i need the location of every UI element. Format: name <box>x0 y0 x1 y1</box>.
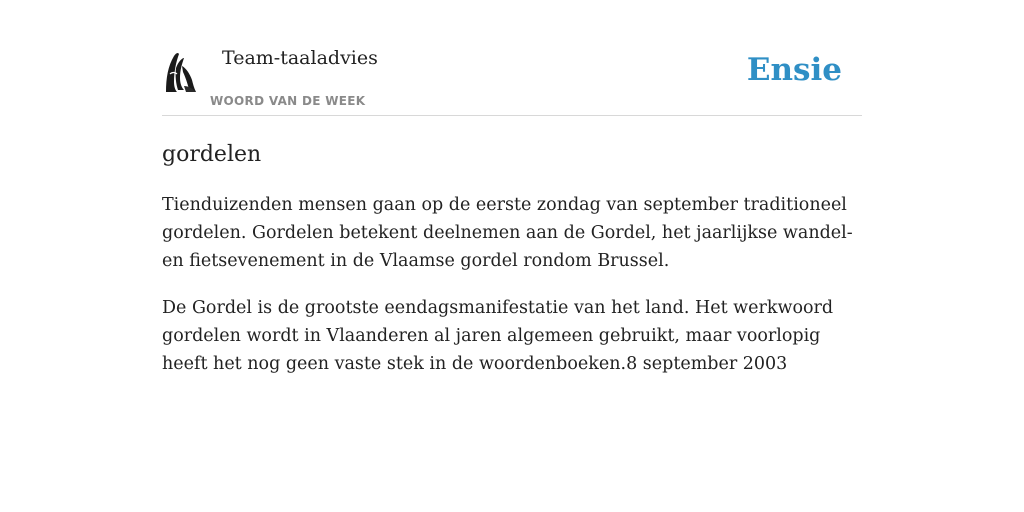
org-name: Team-taaladvies <box>222 47 378 69</box>
brand-logo-link[interactable]: Ensie <box>746 52 842 88</box>
paragraph-text: De Gordel is de grootste eendagsmanifestatie van het land. Het werkwoord gordelen wordt in Vlaanderen al jaren algemeen gebruikt, maar voorlopig heeft het nog geen vaste stek in de woordenboeken. <box>162 298 834 374</box>
article-paragraph <box>162 191 862 275</box>
article-paragraph <box>162 294 862 378</box>
section-label: WOORD VAN DE WEEK <box>210 94 366 108</box>
article-date: 8 september 2003 <box>626 354 788 374</box>
word-title: gordelen <box>162 142 262 167</box>
header <box>162 46 862 116</box>
page <box>162 0 862 378</box>
paragraph-text: Tienduizenden mensen gaan op de eerste zondag van september traditioneel gordelen. Gordelen betekent deelnemen aan de Gordel, het jaarlijkse wandel- en fietsevenement in de Vlaamse gordel rondom Brussel. <box>162 195 853 271</box>
flemish-lion-logo-icon <box>162 48 202 96</box>
